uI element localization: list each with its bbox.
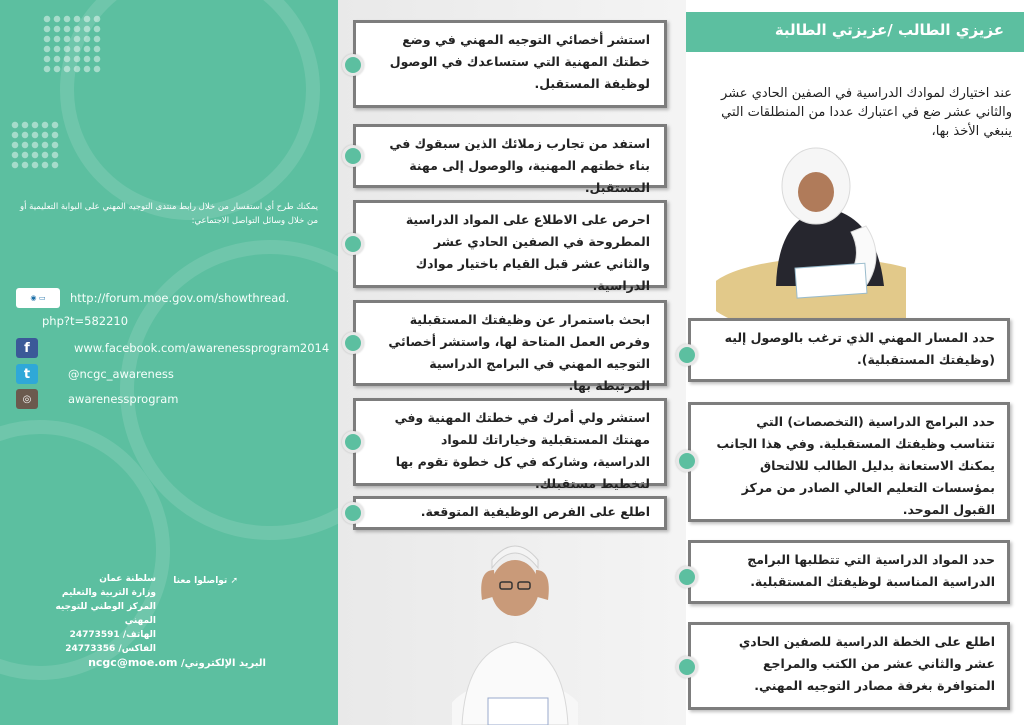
left-panel <box>0 0 338 725</box>
forum-link[interactable]: http://forum.moe.gov.om/showthread. <box>70 291 290 305</box>
contact-email-row <box>66 656 266 671</box>
instagram-icon: ◎ <box>16 389 38 409</box>
decorative-dots <box>42 14 102 74</box>
forum-link-row[interactable] <box>16 288 289 308</box>
tip-box-2: استفد من تجارب زملائك الذين سبقوك في بناء خطتهم المهنية، والوصول إلى مهنة المستقبل. <box>353 124 667 188</box>
facebook-icon: f <box>16 338 38 358</box>
tip-box-5: استشر ولي أمرك في خطتك المهنية وفي مهنتك المستقبلية وخياراتك للمواد الدراسية، وشاركه في كل خطوة تقوم بها لتخطيط مستقبلك. <box>353 398 667 486</box>
bullet-dot <box>676 566 698 588</box>
facebook-link-row[interactable] <box>16 338 329 358</box>
bullet-dot <box>342 431 364 453</box>
student-boy-photo <box>452 530 578 725</box>
contact-details: سلطنة عمان وزارة التربية والتعليم المركز الوطني للتوجيه المهني الهاتف/ 24773591 الفاكس/ 24773356 <box>55 574 156 654</box>
decorative-dots <box>10 120 60 170</box>
step-box-2: حدد البرامج الدراسية (التخصصات) التي تتناسب وظيفتك المستقبلية. وفي هذا الجانب يمكنك الاستعانة بدليل الطالب للالتحاق بمؤسسات التعليم العالي الصادر من مركز القبول الموحد. <box>688 402 1010 522</box>
intro-paragraph: عند اختيارك لموادك الدراسية في الصفين الحادي عشر والثاني عشر ضع في اعتبارك عددا من المنطلقات التي ينبغي الأخذ بها، <box>721 86 1012 139</box>
contact-heading: ➚ تواصلوا معنا <box>173 576 238 586</box>
forum-link-row-2[interactable] <box>42 314 128 328</box>
portal-logo-icon: ◉ ▭ <box>16 288 60 308</box>
step-box-1: حدد المسار المهني الذي ترغب بالوصول إليه (وظيفتك المستقبلية). <box>688 318 1010 382</box>
bullet-dot <box>676 344 698 366</box>
step-box-4: اطلع على الخطة الدراسية للصفين الحادي عشر والثاني عشر من الكتب والمراجع المتوافرة بغرفة مصادر التوجيه المهني. <box>688 622 1010 710</box>
bullet-dot <box>676 656 698 678</box>
bullet-dot <box>342 332 364 354</box>
bullet-dot <box>342 502 364 524</box>
bullet-dot <box>342 54 364 76</box>
greeting-title: عزيزي الطالب /عزيزتي الطالبة <box>686 12 1024 52</box>
arrow-icon: ➚ <box>227 576 238 586</box>
bullet-dot <box>676 450 698 472</box>
tip-box-6: اطلع على الفرص الوظيفية المتوقعة. <box>353 496 667 530</box>
email-label: البريد الإلكتروني/ <box>181 658 266 669</box>
bullet-dot <box>342 233 364 255</box>
inquiry-info-text: يمكنك طرح أي استفسار من خلال رابط منتدى التوجيه المهني على البوابة التعليمية أو من خلال وسائل التواصل الاجتماعي: <box>19 202 318 226</box>
student-girl-photo <box>716 146 906 318</box>
step-box-3: حدد المواد الدراسية التي تتطلبها البرامج الدراسية المناسبة لوظيفتك المستقبلية. <box>688 540 1010 604</box>
tip-box-1: استشر أخصائي التوجيه المهني في وضع خطتك المهنية التي ستساعدك في الوصول لوظيفة المستقبل. <box>353 20 667 108</box>
twitter-link[interactable]: @ncgc_awareness <box>68 367 174 381</box>
tip-box-4: ابحث باستمرار عن وظيفتك المستقبلية وفرص العمل المتاحة لها، واستشر أخصائي التوجيه المهني في البرامج الدراسية المرتبطة بها. <box>353 300 667 386</box>
bullet-dot <box>342 145 364 167</box>
forum-link-cont[interactable]: php?t=582210 <box>42 314 129 328</box>
email-link[interactable]: ncgc@moe.om <box>88 656 178 669</box>
instagram-link[interactable]: awarenessprogram <box>68 392 179 406</box>
twitter-link-row[interactable] <box>16 364 174 384</box>
facebook-link[interactable]: www.facebook.com/awarenessprogram2014 <box>74 341 330 355</box>
instagram-link-row[interactable] <box>16 389 179 409</box>
tip-box-3: احرص على الاطلاع على المواد الدراسية المطروحة في الصفين الحادي عشر والثاني عشر قبل القيام باختيار موادك الدراسية. <box>353 200 667 288</box>
twitter-icon: t <box>16 364 38 384</box>
